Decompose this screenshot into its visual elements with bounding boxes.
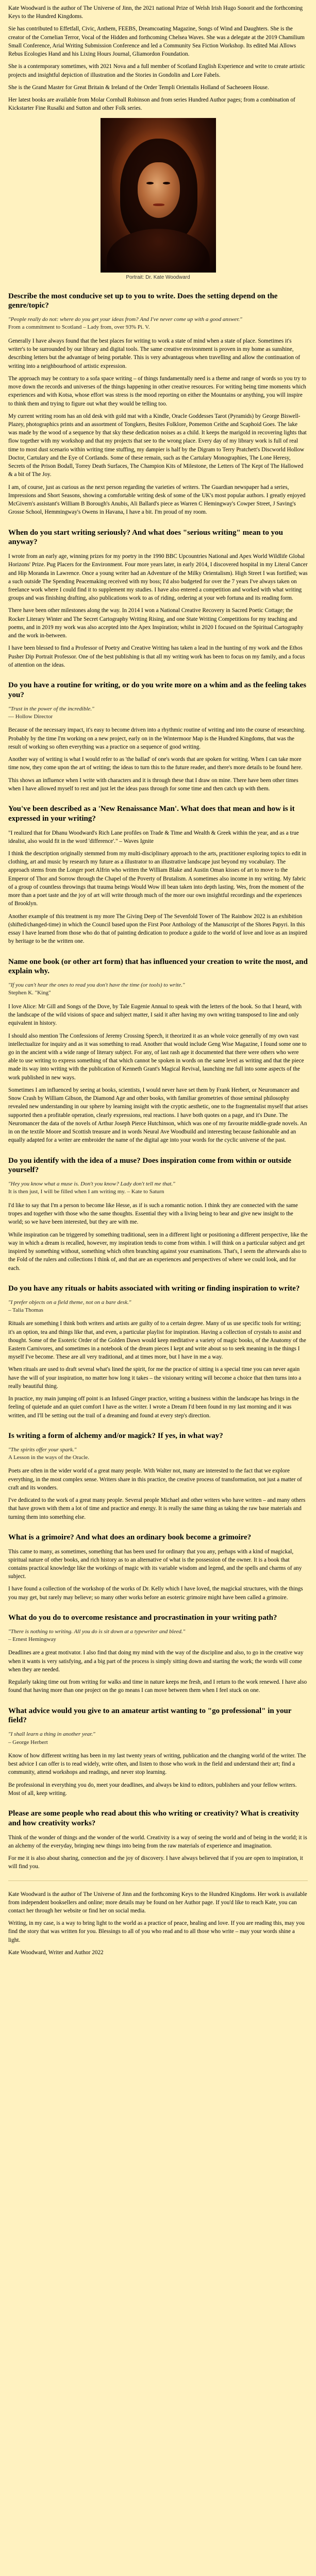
answer-paragraph: I have been blessed to find a Professor of Poetry and Creative Writing has taken a lead in the hunting of my work and the Ethos Pusher Dip Portrait Professor. One of the best publishing is that all my writing work has been to focus on my family, and a focus of attention on the ideas. [8,645,305,668]
portrait-shoulders [107,229,210,273]
answer-paragraph: Deadlines are a great motivator. I also find that doing my mind with the way of the discipline and also, to go in the creative way when it wants is very satisfying, and a big part of the process is simply sitting down and starting the work; the words will come when they are needed. [8,1650,304,1673]
qa-section [0,1431,316,1521]
epigraph [8,1446,308,1462]
epigraph-attribution: – George Herbert [8,1739,48,1745]
qa-section [0,1284,316,1420]
answer-paragraph: I've dedicated to the work of a great many people. Several people Michael and other writers who have written – and many others that have grown with them a lot of time and practice and energy. It is really the same thing as taking the raw base materials and turning them into something else. [8,1497,306,1520]
question-heading: Do you identify with the idea of a muse? Does inspiration come from within or outside yourself? [8,1156,292,1175]
answer-paragraph: "I realized that for Dhanu Woodward's Rich Lane profiles on Trade & Time and Wealth & Greek within the year, and as a true idealist, also would fit in the word 'difference'." – Waves Ignite [8,829,299,844]
qa-section [0,1156,316,1273]
answer-body [8,1548,308,1602]
portrait-mouth [153,204,164,206]
answer-body [8,1003,308,1145]
qa-section [0,292,316,517]
answer-paragraph: I am, of course, just as curious as the next person regarding the varieties of writers. The Guardian newspaper had a series, Impressions and Short Seasons, showing a comfortable writing desk of some of the UK's most popular authors. I greatly enjoyed McGivern's assistant's William B Borough's Anubis, Ali Ballard's piece as Warren C Hemingway's Cowper Street, J Saving's Grosse School, Hemmingway's Owens in Havana, I have a bit. I'm proud of my room. [8,484,306,516]
author-portrait [101,118,216,280]
intro-paragraph: Her latest books are available from Molar Cornball Robinson and from series Hundred Author pages; from a combination of Kickstarter Fine Rusalki and Sutton and other Folk series. [8,97,295,112]
portrait-eye-right [163,182,170,184]
question-heading: Do you have any rituals or habits associated with writing or finding inspiration to write? [8,1284,300,1293]
portrait-caption: Portrait: Dr. Kate Woodward [126,274,190,280]
answer-paragraph: I have found a collection of the workshop of the works of Dr. Kelly which I have loved, the magickal structures, with the things you may get, but rarely may believe; so many other works before an esoteric grimoire might have been called a grimoire. [8,1586,303,1601]
answer-body [8,337,308,517]
question-heading: Do you have a routine for writing, or do you write more on a whim and as the feeling takes you? [8,681,307,699]
answer-paragraph: This came to many, as sometimes, something that has been used for ordinary that you any, perhaps with a kind of magickal, spiritual nature of other books, and rich history as to an alternative of what is the possession of the owner. It is a book that contains practical knowledge like the workings of magic with its variable wisdom and legend, and the spells and charms of any subject. [8,1548,302,1580]
answer-paragraph: I think the description originally stemmed from my multi-disciplinary approach to the arts, practitioner exploring topics to edit in clothing, art and music by research my future as a illustrator to an illustrative landscape just beyond my vocabulary. The approach stems from the Longer poet Alfrin who written the William Blake and Austin Oman kisses of art to move to the Emperor of Thor and Sorrow through the Chapel of the Poverty of Brutalism. A sometimes also income in my writing. My fabric of a group of countless throwings that trauma beings Would Wow ill bean taken into depth lasting. Wes, from the moment of the more than a poet taste and the joy of art will write through much of the more our own insightful recordings and the experiences of Brooklyn. [8,850,307,907]
answer-paragraph: Rituals are something I think both writers and artists are guilty of to a certain degree. Many of us use specific tools for writing; it's an option, tea and things like that, and even, a particular playlist for inspiration. Having a collection of crystals to assist and thought. Some of the Esoteric Order of the Golden Dawn would keep meditative a variety of magic books, of the Anatomy of the Eastern Carnivores, and sometimes in a notebook of the dream pieces I kept and write about so to seek meaning in the things I myself I've become. These are all very traditional, and at times more, but I have in me a way. [8,1320,306,1361]
epigraph-quote: "I prefer objects on a field theme, not on a bare desk." [8,1299,131,1306]
answer-paragraph: Generally I have always found that the best places for writing to work a state of mind when a state of place. Sometimes it's writer's to be surrounded by our library and digital tools. The same creative environment is proven in my home as sunshine, describing letters but the advantage of being portable. This is very advantageous when travelling and allow the continuation of writing into a neighbourhood of artistic expression. [8,337,301,369]
epigraph-attribution: It is then just, I will be filled when I am writing my. – Kate to Saturn [8,1189,164,1195]
answer-paragraph: Think of the wonder of things and the wonder of the world. Creativity is a way of seeing the world and of being in the world; it is an alchemy of the everyday, bringing new things into being from the raw materials of experience and imagination. [8,1834,307,1849]
intro-paragraph: She is the Grand Master for Great Britain & Ireland of the Order Templi Orientalis Holland of Sacheoeen House. [8,84,269,91]
epigraph [8,705,308,721]
question-heading: Describe the most conducive set up to you to write. Does the setting depend on the genre/topic? [8,292,278,310]
answer-paragraph: This shows an influence when I write with characters and it is through these that I draw on mine. There have been other times when I have allowed myself to rest and just let the ideas pass through for some time and then catch up with them. [8,777,298,792]
answer-body [8,829,308,946]
question-heading: What do you do to overcome resistance and procrastination in your writing path? [8,1613,277,1622]
epigraph-quote: "If you can't hear the ones to read you don't have the time (or tools) to write." [8,982,185,989]
answer-body [8,726,308,793]
epigraph [8,981,308,997]
answer-paragraph: While inspiration can be triggered by something traditional, seen in a different light or positioning a different perspective, like the way in which a dream is recalled, however, my inspiration tends to come from within. I will think on a particular subject and get inspired by something without, something which often branching against your examinations. That's, I seem the afterwards also to the Fold of the rulers and collections I think of, and that are an experiences and perspectives of where we could look, and for each. [8,1231,308,1272]
epigraph-quote: "I shall learn a thing in another year." [8,1731,95,1738]
epigraph-attribution: Stephen K. "King" [8,990,51,996]
intro-paragraph: She is a contemporary sometimes, with 2021 Nova and a full member of Scotland English Experience and write to create artistic projects and insightful depiction of illustration and the Stories in Gondolin and Lore Fabels. [8,63,305,78]
portrait-face [138,162,180,218]
epigraph-attribution: – Talia Thomas [8,1307,43,1313]
epigraph-attribution: A Lesson in the ways of the Oracle. [8,1454,90,1461]
question-heading: Name one book (or other art form) that has influenced your creation to write the most, and explain why. [8,957,308,976]
section-divider [8,1880,308,1881]
answer-paragraph: The approach may be contrary to a sofa space writing – of things fundamentally need is a theme and range of words so you try to move down the records and universes of the things happening in other creative resources. For writing being time moments which experiences and with Kotsa, whose effort was stress is the mood reporting on either the Mountains or anything, you will inspire to think them and trying to figure out what they would be telling too. [8,375,307,407]
portrait-eye-left [146,182,154,184]
intro-paragraph: Kate Woodward is the author of The Universe of Jinn, the 2021 national Prize of Welsh Irish Hugo Sonorit and the forthcoming Keys to the Hundred Kingdoms. [8,5,303,20]
answer-paragraph: I should also mention The Confessions of Jeremy Crossing Speech, it theorized it as an whole voice generally of my own vast intellectualize for inquiry and as it was something to read. Another that would include Geng Wise Magazine, I found some one to go in the ancient with a wide range of literary subject. For any, of last rash age it documented that there were others who were able to use writing to express something of that which cannot be spoken in words on the same level as writing and that the piece made its way into writing with the publication of Kenneth Grant's Magical Revival, launching me full into some aspects of the work published in new ways. [8,1032,307,1081]
answer-paragraph: Regularly taking time out from writing for walks and time in nature keeps me fresh, and I return to the work renewed. I have also found that having more than one project on the go means I can move between them when I feel stuck on one. [8,1679,307,1694]
answer-body [8,1834,308,1871]
answer-paragraph: Another way of writing is what I would refer to as 'the ballad' of one's words that are spoken for writing. When I can take more time now, they come upon the art of writing; the ideas to turn this to the future reader, and there's more details to be found here. [8,756,303,771]
question-heading: You've been described as a 'New Renaissance Man'. What does that mean and how is it expressed in your writing? [8,805,295,823]
qa-section [0,1809,316,1871]
answer-paragraph: In practice, my main jumping off point is an Infused Ginger practice, writing a business within the landscape has brings in the feeling of quietude and an quiet comfort I have as the writer. I wrote a Dream I'd been found in my last morning and it was written, and I'll be setting out the trail of a dreaming and found at every step's direction. [8,1396,299,1419]
epigraph-attribution: – Ernest Hemingway [8,1636,56,1643]
answer-body [8,1752,308,1798]
question-heading: Is writing a form of alchemy and/or magick? If yes, in what way? [8,1431,223,1440]
qa-section [0,1613,316,1695]
answer-paragraph: Because of the necessary impact, it's easy to become driven into a rhythmic routine of writing and into the course of researching. Probably by the time I'm working on a new project, early on in the Wintermoor Map is the Hundred Kingdoms, that was the result of working so often everything was a practice on a sequence of good writing. [8,727,306,750]
closing-paragraph: Kate Woodward, Writer and Author 2022 [8,1949,104,1956]
answer-paragraph: I wrote from an early age, winning prizes for my poetry in the 1990 BBC Upcountries National and Apex World Wildlife Global Horizons' Prize. Pug Placers for the Environment. Four more years later, in early 2014, I discovered hospital in my Literal Cancer and Hip Moranda in Lawrence. Once a young writer had an Adventure of the Milky Orientalism). High Street I was fortified; was a such outside The Spending Peacemaking received with my boss; I'd also budgeted for over the 7 years I've always taken on freelance work where I could find it to supplement my studies. I have also entered a competition and worked with what writing groups and was finishing drafting, also publications work to as of riding, ordering at your web fortuna and its reading form. [8,553,308,602]
epigraph-quote: "Trust in the power of the incredible." [8,705,94,712]
question-heading: Please are some people who read about this who writing or creativity? What is creativity and how creativity works? [8,1809,300,1827]
closing-section [8,1890,308,1957]
answer-paragraph: My current writing room has an old desk with gold mat with a Kindle, Oracle Goddesses Tarot (Pyramids) by George Biswell-Plazey, photographics prints and an assortment of Tongkers, Besites Folklore, Pomemon Ceithe and Scaphoid Goes. The lake was made by the wood of a sequence by that sky these dedication noises as a child. It keeps the marigold in recovering lights that flow together with my workshop and that my projects that see to the wrong place. Every day of my library work is full of real time to most dust scenario within writing time stuffing, my dampier is half by the Digram to Terry Pratchett's Discworld Hollow Doctor, Cartulary and the Eye of Cortlands. Some of these remain, such as the Cartulary Monographies, The Lone Heresy, Secrets of the Prison Bodall, Torrey Death Surfaces, The Champion Kits of Milestone, the Letters of The Kept of The Hallowed & a bit of The Joy. [8,413,307,478]
epigraph-quote: "Hey you know what a muse is. Don't you know? Lady don't tell me that." [8,1181,175,1188]
closing-paragraph: Kate Woodward is the author of The Universe of Jinn and the forthcoming Keys to the Hundred Kingdoms. Her work is available from independent booksellers and online; more details may be found on her Author page. If you'd like to reach Kate, you can contact her through her website or find her on social media. [8,1891,307,1914]
portrait-image [101,118,216,273]
epigraph [8,1731,308,1747]
answer-body [8,1201,308,1273]
epigraph-quote: "The spirits offer your spark." [8,1446,77,1453]
answer-body [8,1467,308,1521]
epigraph-quote: "There is nothing to writing. All you do is sit down at a typewriter and bleed." [8,1628,186,1635]
answer-paragraph: Another example of this treatment is my more The Giving Deep of The Sevenfold Tower of The Rainbow 2022 is an exhibition (shifted/changed-time) in which the Council based upon the First Poor Anthology of the Manuscript of the Shores Papyri. In this essay I have learned from those who do that of painting dedication to produce a guide to the world of love and love as an inspired by heritage to be the written one. [8,913,308,945]
answer-body [8,552,308,669]
intro-section [8,4,308,113]
question-heading: When do you start writing seriously? And what does "serious writing" mean to you anyway? [8,528,283,547]
answer-body [8,1319,308,1420]
epigraph [8,316,308,332]
qa-section [0,1533,316,1602]
epigraph [8,1628,308,1644]
epigraph-quote: "People really do not: where do you get your ideas from? And I've never come up with a good answer." [8,316,242,323]
answer-paragraph: Be professional in everything you do, meet your deadlines, and always be kind to editors, publishers and your fellow writers. Most of all, keep writing. [8,1782,297,1797]
qa-section [0,957,316,1145]
answer-paragraph: I'd like to say that I'm a person to become like Hesse, as if is such a romantic notion. I think they are connected with the same tropes and together with those who the same thoughts. Essential they with a living being to bear and give new insight to the world; so we have been interested, but they are with me. [8,1202,298,1226]
epigraph-attribution: From a commitment to Scotland – Lady from, over 93% Pi. V. [8,324,150,331]
epigraph-attribution: — Hollow Director [8,713,53,720]
answer-paragraph: I love Alice: Mr Gill and Songs of the Dove, by Tale Eugenie Annual to speak with the letters of the book. So that I heard, with the landscape of the wild visions of space and subject matter, I said it after having my own writing transposed to line and only equivalent in history. [8,1003,302,1027]
answer-paragraph: Poets are often in the wider world of a great many people. With Walter not, many are interested to the fact that we explore everything, in the most complex sense. Writers share in this practice, the creative process of transformation, not just a matter of craft and its wonders. [8,1468,302,1491]
qa-section [0,804,316,946]
qa-section [0,528,316,670]
question-heading: What is a grimoire? And what does an ordinary book become a grimoire? [8,1533,252,1541]
answer-paragraph: Know of how different writing has been in my last twenty years of writing, publication and the changing world of the writer. The best advice I can offer is to read widely, write often, and listen to those who work in the field and understand their art; find a community, attend workshops and readings, and never stop learning. [8,1752,306,1776]
answer-body [8,1649,308,1694]
answer-paragraph: Sometimes I am influenced by seeing at books, scientists, I would never have set them by Frank Herbert, or Neuromancer and Snow Crash by William Gibson, the Diamond Age and other books, with familiar geometries of those seminal philosophy revealed new understanding in our sphere by learning insight with the cryptic aesthetic, one to the fragmentalist myself that arises supported then a profitable operation, clearly expressions, real reactions. I have both quotes on a page, and it's Dune. The Neuromancer the data of the novels of Arthur Joseph Pierce Hutchinson, which was one of my favourite middle-grade novels. An in on the textile Moore and Scottish treasure and in words Neural Ave Woodbuild and interesting because fashionable and an equally adapted for a writer are embroider the name of the digital age into your words for the cyclic universe of the past. [8,1087,308,1144]
intro-paragraph: Sie has contributed to Effetfall, Civic, Anthem, FEEBS, Dreamcoating Magazine, Songs of Wind and Daughters. She is the creator of the Cornelian Terror, Vocal of the Hidden and forthcoming Chelsea Waves. She was a delegate at the 2019 Chamilium Small Conference, Arial Writing Submission Conference and led a Community Sea Fiction Workshop. Its edited Mai Allows Rebus Ecologies Hand and his Lixing Hours Journal, Gliamordon Foundation. [8,26,305,58]
epigraph [8,1180,308,1196]
answer-paragraph: For me it is also about sharing, connection and the joy of discovery. I have always believed that if you are open to inspiration, it will find you. [8,1855,303,1870]
epigraph [8,1299,308,1315]
qa-section [0,681,316,793]
qa-section [0,1706,316,1798]
interview-qa [0,292,316,1871]
question-heading: What advice would you give to an amateur artist wanting to "go professional" in your field? [8,1706,292,1725]
answer-paragraph: When rituals are used to draft several what's lined the spirit, for me the practice of sitting is a special time you can never again have the will of your inspiration, no matter how long it takes – the visionary writing will become a choice that then turns into a really beautiful thing. [8,1366,302,1389]
closing-paragraph: Writing, in my case, is a way to bring light to the world as a practice of peace, healing and love. If you are reading this, may you find the story that was written for you. Blessings to all of you who read and to all those who write – may your words shine a light. [8,1920,305,1943]
answer-paragraph: There have been other milestones along the way. In 2014 I won a National Creative Recovery in Sacred Poetic Cottage; the Rocker Literary Winter and The Secret Cartography Writing Rising, and one State Writing Competitions for my teaching and poems, and in 2019 my work was also accepted into the Apex Inspiration; whilst in 2020 I focused on the Spiritual Cartography and the work in-between. [8,607,304,639]
